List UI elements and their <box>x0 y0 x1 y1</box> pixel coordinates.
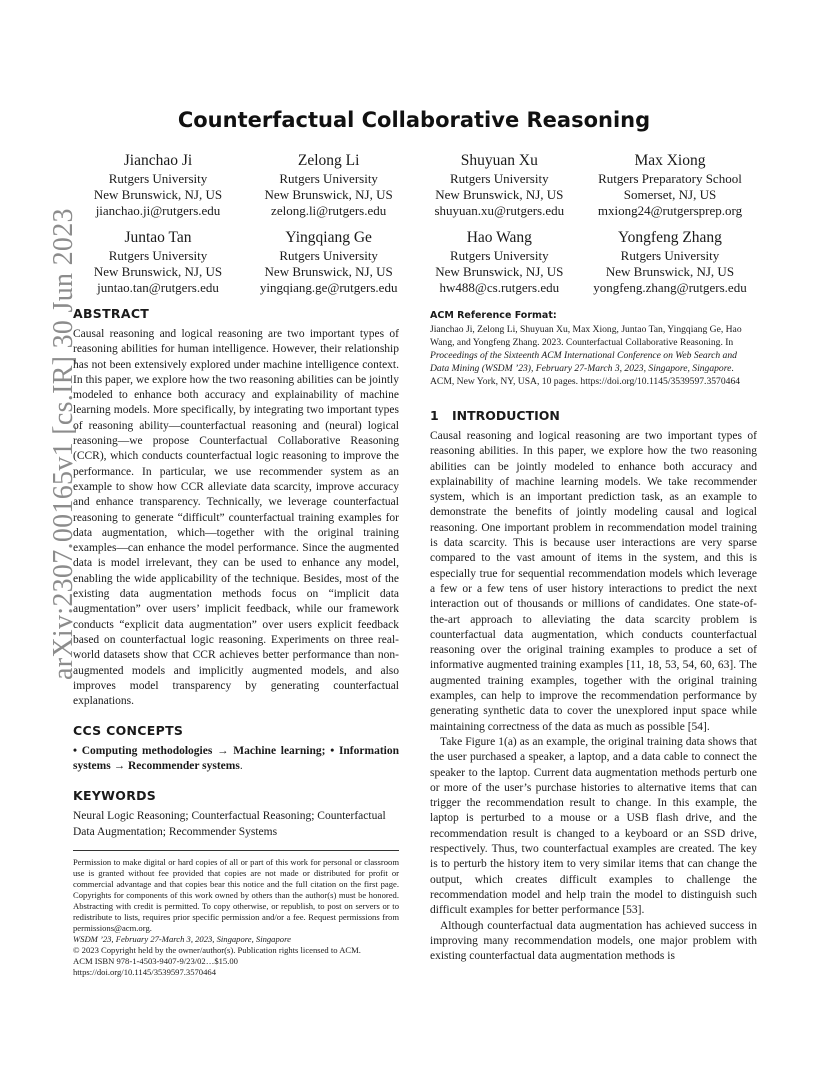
author-location: New Brunswick, NJ, US <box>435 187 564 202</box>
author <box>585 150 755 219</box>
author-affiliation: Rutgers University <box>279 248 378 263</box>
reference-proceedings: Proceedings of the Sixteenth ACM International Conference on Web Search and Data Mining (WSDM ’23), February 27-March 3, 2023, Singapore, Singapore <box>430 350 737 374</box>
permission-text: Permission to make digital or hard copies of all or part of this work for personal or classroom use is granted without fee provided that copies are not made or distributed for profit or commercial advantage and that copies bear this notice and the full citation on the first page. Copyrights for components of this work owned by others than the author(s) must be honored. Abstracting with credit is permitted. To copy otherwise, or republish, to post on servers or to redistribute to lists, requires prior specific permission and/or a fee. Request permissions from permissions@acm.org. <box>73 857 399 934</box>
author-location: Somerset, NJ, US <box>623 187 717 202</box>
paper-title: Counterfactual Collaborative Reasoning <box>177 108 651 132</box>
venue-text: WSDM ’23, February 27-March 3, 2023, Singapore, Singapore <box>73 934 291 945</box>
author-location: New Brunswick, NJ, US <box>93 187 223 202</box>
author-block <box>73 150 755 304</box>
keywords-heading: KEYWORDS <box>73 788 157 804</box>
abstract-text: Causal reasoning and logical reasoning are two important types of reasoning abilities for human intelligence. However, their relationship has not been extensively explored under machine intelligence context. In this paper, we explore how the two reasoning abilities can be jointly modeled to enhance both accuracy and explainability of machine learning models. More specifically, by integrating two important types of reasoning ability—counterfactual reasoning and (neural) logical reasoning—we propose Counterfactual Collaborative Reasoning (CCR), which conducts counterfactual logic reasoning to improve the performance. In particular, we use recommender system as an example to show how CCR alleviate data scarcity, improve accuracy and enhance transparency. Technically, we leverage counterfactual reasoning to generate “difficult” counterfactual training examples for data augmentation, which—together with the original training examples—can enhance the model performance. Since the augmented data is model irrelevant, they can be used to enhance any model, enabling the wide applicability of the technique. Besides, most of the existing data augmentation methods focus on “implicit data augmentation” over users’ implicit feedback, while our framework conducts “explicit data augmentation” over users explicit feedback based on counterfactual logic reasoning. Experiments on three real-world datasets show that CCR achieves better performance than non-augmented models and implicitly augmented models, and also improves model transparency by generating counterfactual explanations. <box>73 328 399 708</box>
author <box>414 227 584 296</box>
author-email: shuyuan.xu@rutgers.edu <box>434 203 565 218</box>
author-name: Shuyuan Xu <box>460 152 538 169</box>
section-title: INTRODUCTION <box>452 408 560 423</box>
intro-paragraph: Causal reasoning and logical reasoning are two important types of reasoning abilities. In this paper, we explore how the two reasoning abilities can be jointly modeled to enhance both accuracy and explainability of machine learning models. We take recommender system, which is an important prediction task, as an example to demonstrate the benefits of jointly modeling causal and logical reasoning. One important problem in recommendation model training is data scarcity. This is because user interactions are very sparse compared to the vast amount of items in the system, and this is especially true for sequential recommendation models which leverage a few or a few tens of user history interactions to predict the next interaction out of thousands or millions of candidates. One state-of-the-art approach to alleviating the data scarcity problem is counterfactual data augmentation, which conducts counterfactual reasoning over the original training examples to produce a set of informative augmented training examples [11, 18, 53, 54, 60, 63]. The augmented training examples, together with the original training examples, can help to improve the recommendation performance by generating synthetic data to cover the unexplored input space while maintaining correctness of the data as much as possible [54]. <box>430 430 757 733</box>
author <box>73 227 243 296</box>
author-name: Hao Wang <box>466 229 532 246</box>
doi-text: https://doi.org/10.1145/3539597.3570464 <box>73 967 216 978</box>
footnote-rule <box>73 850 399 851</box>
abstract-heading: ABSTRACT <box>73 306 150 321</box>
author-affiliation: Rutgers University <box>108 171 208 186</box>
author-name: Zelong Li <box>297 152 360 169</box>
author-name: Juntao Tan <box>124 229 192 246</box>
ccs-concept: • Computing methodologies → Machine learning; <box>73 745 326 758</box>
author-email: jianchao.ji@rutgers.edu <box>95 203 221 218</box>
author-name: Jianchao Ji <box>123 152 193 169</box>
reference-part: Jianchao Ji, Zelong Li, Shuyuan Xu, Max Xiong, Juntao Tan, Yingqiang Ge, Hao Wang, and Yongfeng Zhang. 2023. Counterfactual Collaborative Reasoning. In <box>430 324 742 348</box>
author-email: hw488@cs.rutgers.edu <box>439 280 560 295</box>
author-affiliation: Rutgers University <box>279 171 378 186</box>
ccs-heading: CCS CONCEPTS <box>73 723 184 739</box>
author-affiliation: Rutgers Preparatory School <box>598 171 742 186</box>
author-email: mxiong24@rutgersprep.org <box>597 203 743 218</box>
author-email: yongfeng.zhang@rutgers.edu <box>593 280 747 295</box>
left-column <box>73 306 399 978</box>
intro-paragraph: Take Figure 1(a) as an example, the original training data shows that the user purchased a speaker, a laptop, and a data cable to connect the speaker to the laptop. Current data augmentation methods perturb one or more of the user’s purchase histories to alternative items that can trigger the recommendation result to change. In this example, the laptop is perturbed to a mouse or a USB flash drive, and the recommendation result is changed to a keyboard or an SSD drive, respectively. Thus, two counterfactual examples are created. The key is to perturb the history item to very similar items that can change the output, which creates difficult examples to challenge the recommendation model and help train the model to distinguish such difficult examples for better performance [53]. <box>430 735 757 917</box>
author <box>585 227 755 296</box>
author-name: Yongfeng Zhang <box>618 229 722 246</box>
author-email: zelong.li@rutgers.edu <box>271 203 387 218</box>
author-row <box>73 150 755 219</box>
ccs-text <box>73 744 399 774</box>
section-number: 1 <box>430 408 439 423</box>
reference-format-text <box>430 323 757 388</box>
arxiv-stamp: arXiv:2307.00165v1 [cs.IR] 30 Jun 2023 <box>48 208 79 680</box>
copyright-text: © 2023 Copyright held by the owner/author(s). Publication rights licensed to ACM. <box>73 945 361 956</box>
author-location: New Brunswick, NJ, US <box>264 187 393 202</box>
author-location: New Brunswick, NJ, US <box>264 264 393 279</box>
author-affiliation: Rutgers University <box>108 248 208 263</box>
intro-paragraph: Although counterfactual data augmentation has achieved success in improving many recommendation models, one major problem with existing counterfactual data augmentation methods is <box>430 919 757 963</box>
right-column <box>430 310 757 964</box>
author-affiliation: Rutgers University <box>620 248 720 263</box>
permission-footnote <box>73 857 399 978</box>
author-row <box>73 227 755 296</box>
author <box>244 150 414 219</box>
ccs-tail: . <box>239 760 243 773</box>
intro-heading <box>430 408 757 423</box>
ccs-concept: • Information systems → Recommender systems <box>73 745 399 773</box>
author-location: New Brunswick, NJ, US <box>435 264 564 279</box>
author <box>73 150 243 219</box>
keywords-section <box>73 788 399 840</box>
author-affiliation: Rutgers University <box>450 248 549 263</box>
author-email: juntao.tan@rutgers.edu <box>97 280 219 295</box>
author <box>244 227 414 296</box>
author-location: New Brunswick, NJ, US <box>93 264 223 279</box>
author-name: Yingqiang Ge <box>285 229 372 246</box>
reference-part: . ACM, New York, NY, USA, 10 pages. https://doi.org/10.1145/3539597.3570464 <box>430 363 741 387</box>
reference-format-heading: ACM Reference Format: <box>430 310 557 321</box>
keywords-text: Neural Logic Reasoning; Counterfactual Reasoning; Counterfactual Data Augmentation; Recommender Systems <box>73 810 386 838</box>
ccs-section <box>73 723 399 774</box>
author-affiliation: Rutgers University <box>450 171 549 186</box>
isbn-text: ACM ISBN 978-1-4503-9407-9/23/02…$15.00 <box>73 956 238 967</box>
author-email: yingqiang.ge@rutgers.edu <box>259 280 398 295</box>
author-name: Max Xiong <box>634 152 706 169</box>
author-location: New Brunswick, NJ, US <box>605 264 735 279</box>
author <box>414 150 584 219</box>
